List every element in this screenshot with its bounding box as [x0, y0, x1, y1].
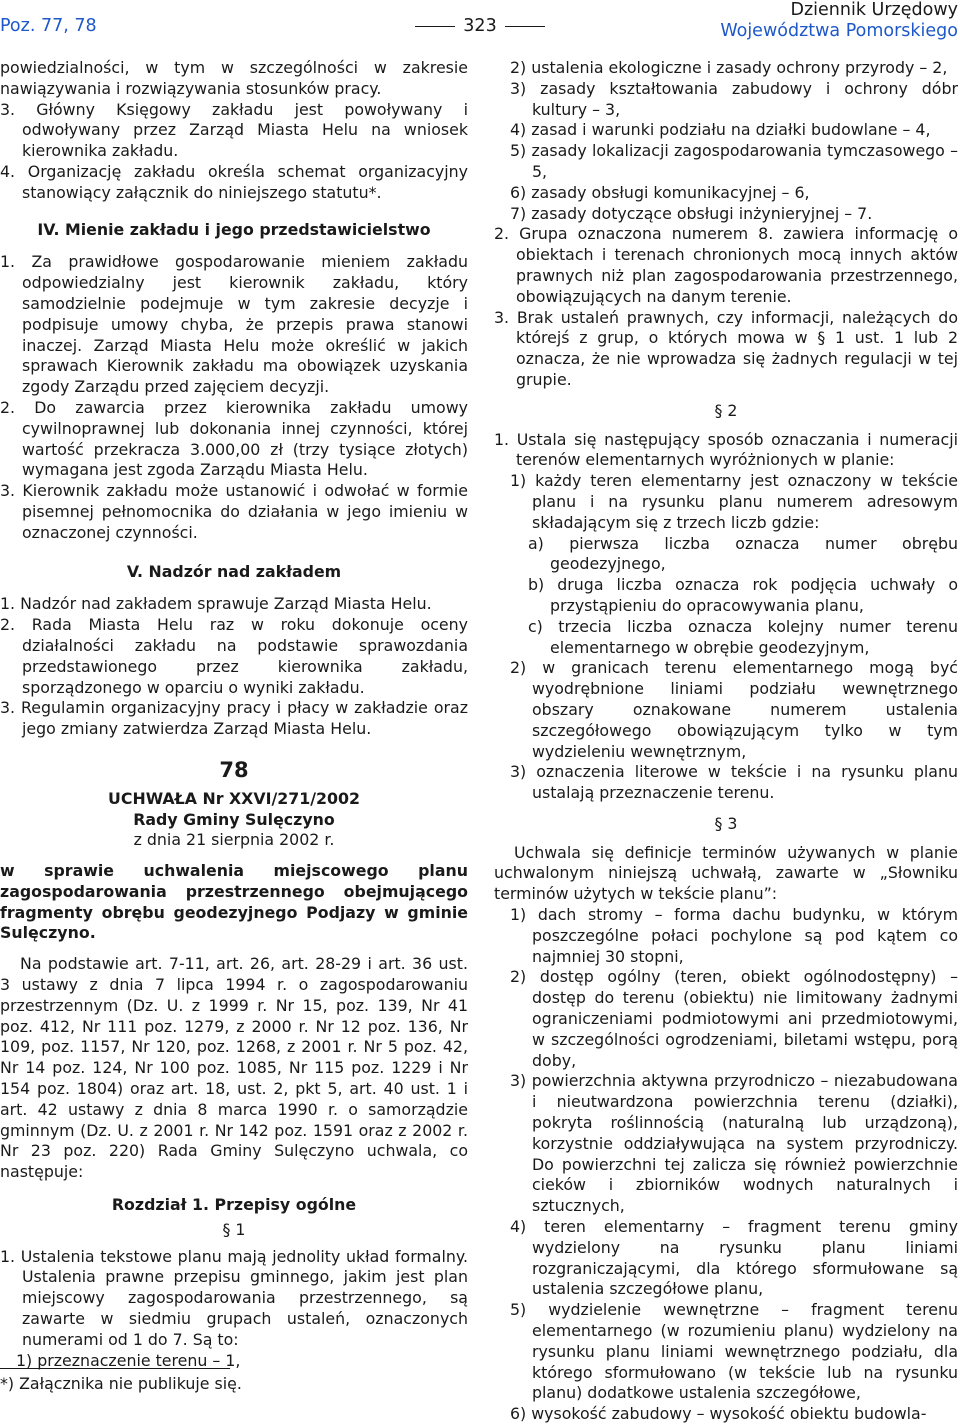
journal-title-line2: Województwa Pomorskiego — [720, 21, 958, 41]
definition-item: 1) dach stromy – forma dachu budynku, w którym poszczególne połaci pochylone są pod kątem co najmniej 30 stopni, — [510, 905, 958, 966]
list-item: 7) zasady dotyczące obsługi inżynieryjnej – 7. — [510, 203, 873, 223]
section-heading-v: V. Nadzór nad zakładem — [126, 561, 342, 581]
definition-item: 5) wydzielenie wewnętrzne – fragment terenu elementarnego (w rozumieniu planu) wydzielony na rysunku planu liniami wewnętrznego podziału, dla którego sformułowano (w tekście lub na rysunku planu) dodatkowe ustalenia szczegółowe, — [510, 1300, 958, 1403]
resolution-date: z dnia 21 sierpnia 2002 r. — [133, 830, 335, 850]
paragraph: 1. Nadzór nad zakładem sprawuje Zarząd Miasta Helu. — [0, 594, 432, 614]
paragraph: 4. Organizację zakładu określa schemat organizacyjny stanowiący załącznik do niniejszego statutu*. — [0, 161, 468, 202]
list-item: 2) ustalenia ekologiczne i zasady ochrony przyrody – 2, — [510, 58, 948, 77]
section-symbol: § 2 — [714, 400, 738, 420]
section-symbol: § 3 — [714, 813, 738, 833]
list-item: b) druga liczba oznacza rok podjęcia uchwały o przystąpieniu do opracowywania planu, — [528, 575, 958, 615]
definition-item: 2) dostęp ogólny (teren, obiekt ogólnodostępny) – dostęp do terenu (obiektu) nie limitowany żadnymi ograniczeniami podmiotowymi ani przedmiotowymi, w szczególności ogrodzeniami, biletami wstępu, porą doby, — [510, 967, 958, 1070]
paragraph: powiedzialności, w tym w szczególności w zakresie nawiązywania i rozwiązywania stosunków pracy. — [0, 58, 468, 98]
list-item: 1) przeznaczenie terenu – 1, — [16, 1350, 241, 1370]
paragraph: 1. Za prawidłowe gospodarowanie mieniem zakładu odpowiedzialny jest kierownik zakładu, który samodzielnie podejmuje w tym zakresie decyzje i podpisuje umowy chyba, że przepis prawa stanowi inaczej. Zarząd Miasta Helu może określić w jakich sprawach Kierownik zakładu ma obowiązek uzyskania zgody Zarządu przed zajęciem decyzji. — [0, 252, 468, 397]
paragraph: 3. Regulamin organizacyjny pracy i płacy w zakładzie oraz jego zmiany zatwierdza Zarząd Miasta Helu. — [0, 698, 468, 739]
paragraph: 1. Ustalenia tekstowe planu mają jednolity układ formalny. Ustalenia prawne przepisu gminnego, jakim jest plan miejscowy zagospodarowania przestrzennego, są zawarte w siedmiu grupach ustaleń, oznaczonych numerami od 1 do 7. Są to: — [0, 1246, 468, 1349]
definition-item: 4) teren elementarny – fragment terenu gminy wydzielony na rysunku planu liniami rozgraniczającymi, dla którego sformułowane są ustalenia szczegółowe planu, — [510, 1217, 958, 1299]
journal-title — [720, 0, 958, 42]
definition-item: 3) powierzchnia aktywna przyrodniczo – niezabudowana i nieutwardzona powierzchnia terenu (działki), pokryta roślinnością (naturalną lub urządzoną), korzystnie oddziaływująca na system przyrodniczy. Do powierzchni tej zalicza się również powierzchnie cieków i zbiorników wodnych naturalnych i sztucznych, — [510, 1071, 958, 1216]
paragraph: 1. Ustala się następujący sposób oznaczania i numeracji terenów elementarnych wyróżnionych w planie: — [494, 429, 958, 470]
page-header — [0, 0, 960, 46]
list-item: c) trzecia liczba oznacza kolejny numer terenu elementarnego w obrębie geodezyjnym, — [528, 616, 958, 657]
paragraph: 2. Rada Miasta Helu raz w roku dokonuje oceny działalności zakładu na podstawie sprawozdania przedstawionego przez kierownika zakładu, sporządzonego w oparciu o wyniki zakładu. — [0, 615, 468, 697]
chapter-heading: Rozdział 1. Przepisy ogólne — [111, 1195, 357, 1215]
footnote-divider — [0, 1368, 230, 1369]
list-item: 1) każdy teren elementarny jest oznaczony w tekście planu i na rysunku planu numerem adresowym składającym się z trzech liczb gdzie: — [510, 471, 958, 532]
paragraph: 3. Główny Księgowy zakładu jest powoływany i odwoływany przez Zarząd Miasta Helu na wniosek kierownika zakładu. — [0, 99, 468, 161]
right-column — [494, 58, 958, 1425]
section-heading-iv: IV. Mienie zakładu i jego przedstawicielstwo — [37, 219, 431, 239]
list-item: 5) zasady lokalizacji zagospodarowania tymczasowego – 5, — [510, 141, 958, 181]
page-number: 323 — [407, 16, 553, 36]
resolution-body: Rady Gminy Sulęczyno — [133, 809, 335, 829]
resolution-subject: w sprawie uchwalenia miejscowego planu zagospodarowania przestrzennego obejmującego fragmenty obrębu geodezyjnego Podjazy w gminie Sulęczyno. — [0, 861, 468, 943]
footnote: *) Załącznika nie publikuje się. — [0, 1374, 242, 1393]
paragraph: 2. Grupa oznaczona numerem 8. zawiera informację o obiektach i terenach chronionych mocą innych aktów prawnych niż plan zagospodarowania przestrzennego, obowiązujących na danym terenie. — [494, 224, 958, 306]
paragraph: 3. Kierownik zakładu może ustanowić i odwołać w formie pisemnej pełnomocnika do działania w jego imieniu w oznaczonej czynności. — [0, 481, 468, 542]
paragraph: Uchwala się definicje terminów używanych w planie uchwalonym niniejszą uchwałą, zawarte w „Słowniku terminów użytych w tekście planu”: — [494, 842, 958, 904]
journal-title-line1: Dziennik Urzędowy — [790, 0, 958, 20]
definition-item: 6) wysokość zabudowy – wysokość obiektu budowla- — [510, 1404, 927, 1424]
paragraph: 2. Do zawarcia przez kierownika zakładu umowy cywilnoprawnej lub dokonania innej czynności, której wartość przekracza 3.000,00 zł (trzy tysiące złotych) wymagana jest zgoda Zarządu Miasta Helu. — [0, 397, 468, 480]
left-column — [0, 58, 468, 1371]
resolution-title: UCHWAŁA Nr XXVI/271/2002 — [108, 788, 360, 808]
section-symbol: § 1 — [222, 1219, 246, 1239]
list-item: 4) zasad i warunki podziału na działki budowlane – 4, — [510, 120, 931, 140]
legal-basis-paragraph: Na podstawie art. 7-11, art. 26, art. 28-29 i art. 36 ust. 3 ustawy z dnia 7 lipca 1994 r. o zagospodarowaniu przestrzennym (Dz. U. z 1999 r. Nr 15, poz. 139, Nr 41 poz. 412, Nr 111 poz. 1279, z 2000 r. Nr 12 poz. 136, Nr 109, poz. 1157, Nr 120, poz. 1268, z 2001 r. Nr 5 poz. 42, Nr 14 poz. 124, Nr 100 poz. 1085, Nr 115 poz. 1229 i Nr 154 poz. 1804) oraz art. 18, ust. 2, pkt 5, art. 40 ust. 1 i art. 42 ustawy z dnia 8 marca 1990 r. o samorządzie gminnym (Dz. U. z 2001 r. Nr 142 poz. 1591 oraz z 2002 r. Nr 23 poz. 220) Rada Gminy Sulęczyno uchwala, co następuje: — [0, 954, 468, 1182]
list-item: 6) zasady obsługi komunikacyjnej – 6, — [510, 182, 810, 202]
list-item: 2) w granicach terenu elementarnego mogą być wyodrębnione liniami podziału wewnętrznego obszary oznakowane numerem ustalenia szczegółowego obowiązującym tylko w tym wydzieleniu wewnętrznym, — [510, 658, 958, 761]
paragraph: 3. Brak ustaleń prawnych, czy informacji, należących do którejś z grup, o których mowa w § 1 ust. 1 lub 2 oznacza, że nie wprowadza się żadnych regulacji w tej grupie. — [494, 307, 958, 389]
list-item: 3) zasady kształtowania zabudowy i ochrony dóbr kultury – 3, — [510, 78, 958, 119]
position-reference: Poz. 77, 78 — [0, 16, 97, 36]
position-number: 78 — [219, 757, 249, 782]
list-item: a) pierwsza liczba oznacza numer obrębu geodezyjnego, — [528, 533, 958, 574]
list-item: 3) oznaczenia literowe w tekście i na rysunku planu ustalają przeznaczenie terenu. — [510, 762, 958, 803]
